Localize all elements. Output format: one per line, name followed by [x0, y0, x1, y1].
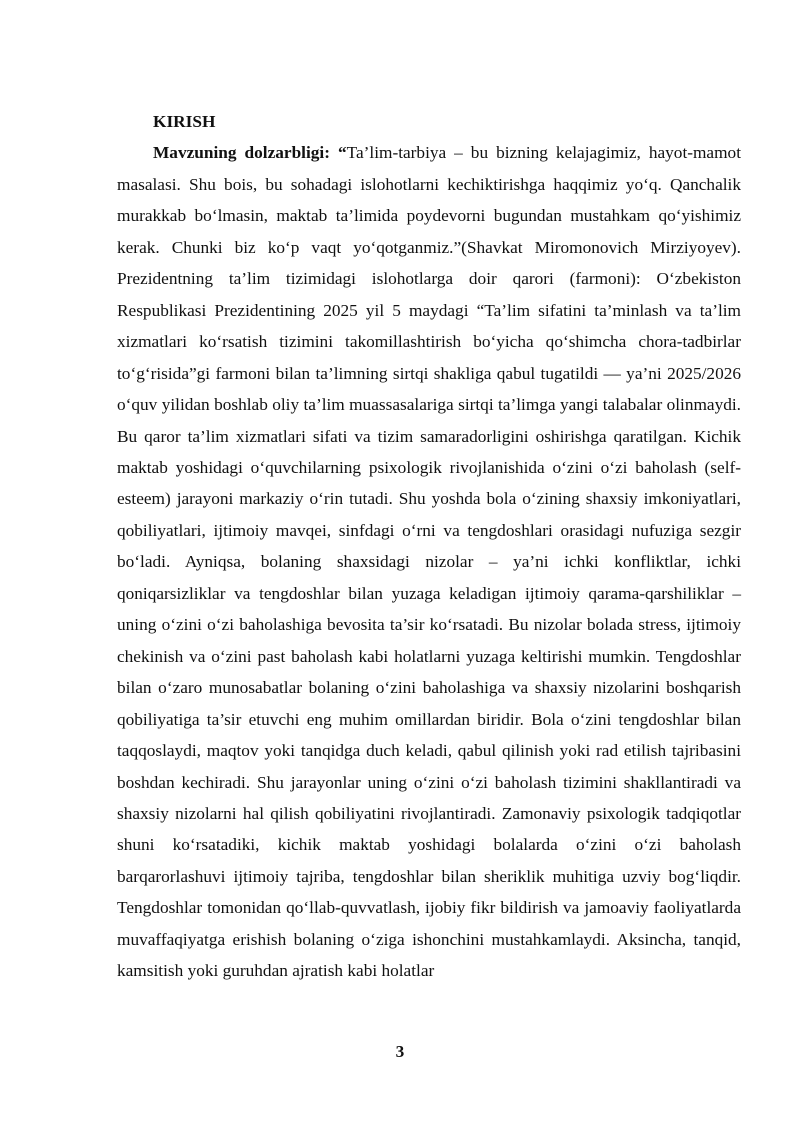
paragraph-text: Ta’lim-tarbiya – bu bizning kelajagimiz, hayot-mamot masalasi. Shu bois, bu sohadagi islohotlarni kechiktirishga haqqimiz yo‘q. Qanchalik murakkab bo‘lmasin, maktab ta’limida poydevorni bugundan mustahkam qo‘yishimiz kerak. Chunki biz ko‘p vaqt yo‘qotganmiz.”(Shavkat Miromonovich Mirziyoyev). Prezidentning ta’lim tizimidagi islohotlarga doir qarori (farmoni): O‘zbekiston Respublikasi Prezidentining 2025 yil 5 maydagi “Ta’lim sifatini ta’minlash va ta’lim xizmatlari ko‘rsatish tizimini takomillashtirish bo‘yicha qo‘shimcha chora-tadbirlar to‘g‘risida”gi farmoni bilan ta’limning sirtqi shakliga qabul tugatildi — ya’ni 2025/2026 o‘quv yilidan boshlab oliy ta’lim muassasalariga sirtqi ta’limga yangi talabalar olinmaydi. Bu qaror ta’lim xizmatlari sifati va tizim samaradorligini oshirishga qaratilgan. Kichik maktab yoshidagi o‘quvchilarning psixologik rivojlanishida o‘zini o‘zi baholash (self-esteem) jarayoni markaziy o‘rin tutadi. Shu yoshda bola o‘zining shaxsiy imkoniyatlari, qobiliyatlari, ijtimoiy mavqei, sinfdagi o‘rni va tengdoshlari orasidagi nufuziga sezgir bo‘ladi. Ayniqsa, bolaning shaxsidagi nizolar – ya’ni ichki konfliktlar, ichki qoniqarsizliklar va tengdoshlar bilan yuzaga keladigan ijtimoiy qarama-qarshiliklar – uning o‘zini o‘zi baholashiga bevosita ta’sir ko‘rsatadi. Bu nizolar bolada stress, ijtimoiy chekinish va o‘zini past baholash kabi holatlarni yuzaga keltirishi mumkin. Tengdoshlar bilan o‘zaro munosabatlar bolaning o‘zini baholashiga va shaxsiy nizolarini boshqarish qobiliyatiga ta’sir etuvchi eng muhim omillardan biridir. Bola o‘zini tengdoshlar bilan taqqoslaydi, maqtov yoki tanqidga duch keladi, qabul qilinish yoki rad etilish tajribasini boshdan kechiradi. Shu jarayonlar uning o‘zini o‘zi baholash tizimini shakllantiradi va shaxsiy nizolarni hal qilish qobiliyatini rivojlantiradi. Zamonaviy psixologik tadqiqotlar shuni ko‘rsatadiki, kichik maktab yoshidagi bolalarda o‘zini o‘zi baholash barqarorlashuvi ijtimoiy tajriba, tengdoshlar bilan sheriklik muhitiga uzviy bog‘liqdir. Tengdoshlar tomonidan qo‘llab-quvvatlash, ijobiy fikr bildirish va jamoaviy faoliyatlarda muvaffaqiyatga erishish bolaning o‘ziga ishonchini mustahkamlaydi. Aksincha, tanqid, kamsitish yoki guruhdan ajratish kabi holatlar [117, 143, 741, 981]
section-heading: KIRISH [153, 112, 216, 131]
paragraph-lead: Mavzuning dolzarbligi: “ [153, 143, 347, 163]
body-paragraph [117, 137, 741, 986]
page-content [117, 106, 741, 987]
page-number: 3 [395, 1042, 405, 1061]
